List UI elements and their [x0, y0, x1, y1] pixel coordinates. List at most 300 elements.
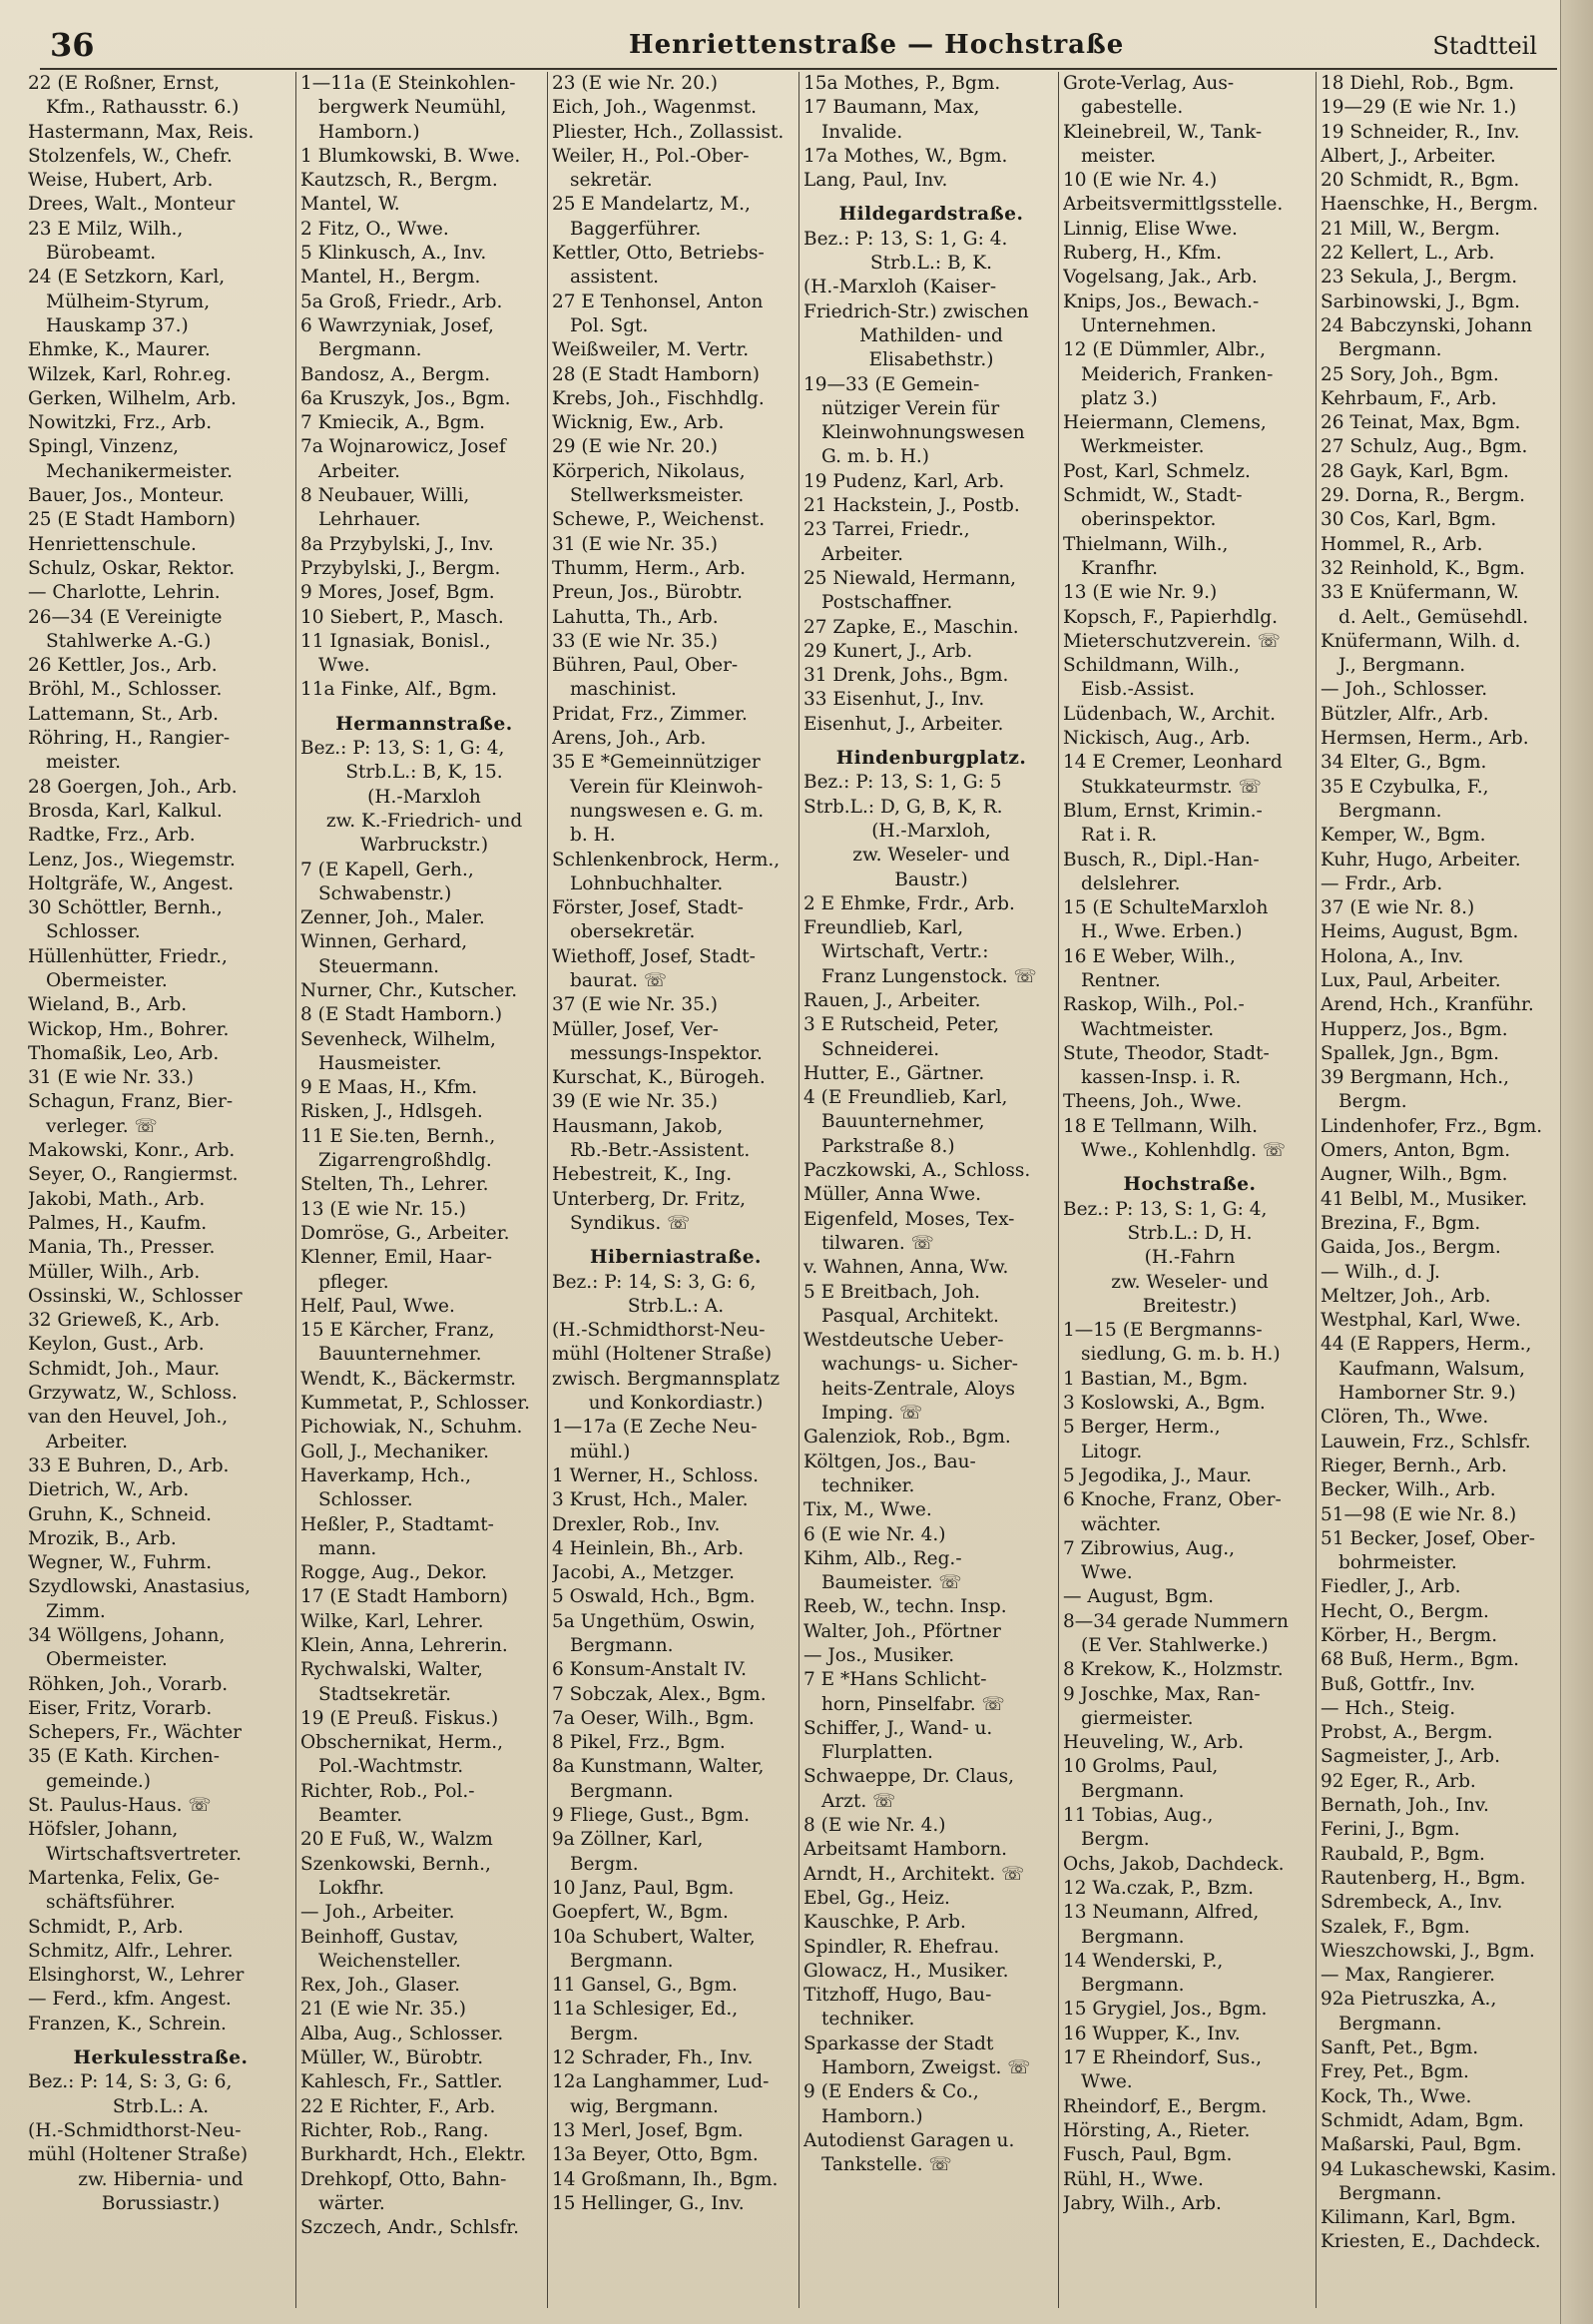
directory-line: Stahlwerke A.-G.): [46, 630, 212, 652]
directory-line: Wwe.: [1081, 2071, 1133, 2093]
directory-line: 35 (E Kath. Kirchen-: [28, 1746, 220, 1768]
directory-line: Westdeutsche Ueber-: [803, 1330, 1004, 1352]
directory-line: 19 Pudenz, Karl, Arb.: [803, 470, 1005, 492]
directory-line: Hamborn.): [821, 2105, 923, 2127]
directory-line: Holtgräfe, W., Angest.: [28, 872, 235, 894]
directory-line: Sanft, Pet., Bgm.: [1321, 2037, 1479, 2059]
directory-line: Mieterschutzverein. ☏: [1063, 630, 1281, 652]
directory-line: 18 Diehl, Rob., Bgm.: [1321, 73, 1515, 94]
directory-line: 14 Großmann, Ih., Bgm.: [552, 2168, 779, 2190]
column-6: [1316, 72, 1556, 2308]
directory-line: 28 (E Stadt Hamborn): [552, 363, 760, 385]
directory-line: Raubald, P., Bgm.: [1321, 1843, 1485, 1865]
directory-line: 29. Dorna, R., Bergm.: [1321, 485, 1526, 507]
directory-line: gemeinde.): [46, 1770, 152, 1792]
directory-line: 22 (E Roßner, Ernst,: [28, 73, 220, 94]
directory-line: Stellwerksmeister.: [570, 485, 745, 507]
directory-line: Kahlesch, Fr., Sattler.: [300, 2071, 503, 2093]
directory-line: Schildmann, Wilh.,: [1063, 655, 1240, 677]
directory-line: 17 (E Stadt Hamborn): [300, 1586, 508, 1608]
directory-line: 3 Koslowski, A., Bgm.: [1063, 1393, 1266, 1415]
directory-line: zw. Hibernia- und: [78, 2168, 244, 2190]
directory-line: 8 Neubauer, Willi,: [300, 485, 470, 507]
directory-line: Bergmann.: [570, 1780, 674, 1802]
directory-line: Wieszchowski, J., Bgm.: [1321, 1940, 1535, 1962]
directory-line: Bergmann.: [1081, 1780, 1185, 1802]
directory-line: 17 E Rheindorf, Sus.,: [1063, 2047, 1263, 2069]
directory-line: Lahutta, Th., Arb.: [552, 606, 719, 628]
directory-line: 25 (E Stadt Hamborn): [28, 509, 236, 531]
directory-line: Weichensteller.: [318, 1950, 461, 1972]
directory-line: messungs-Inspektor.: [570, 1042, 763, 1064]
directory-line: Krebs, Joh., Fischhdlg.: [552, 387, 765, 409]
directory-line: Szydlowski, Anastasius,: [28, 1576, 251, 1598]
directory-line: Helf, Paul, Wwe.: [300, 1295, 455, 1317]
directory-line: Strb.L.: A.: [627, 1295, 725, 1317]
directory-line: — Joh., Schlosser.: [1321, 679, 1488, 701]
directory-line: Wirtschaftsvertreter.: [46, 1843, 243, 1865]
directory-line: Warbruckstr.): [359, 835, 489, 857]
directory-line: Kemper, W., Bgm.: [1321, 825, 1486, 847]
directory-line: Schmidt, Joh., Maur.: [28, 1358, 221, 1380]
directory-line: 15 Hellinger, G., Inv.: [552, 2192, 745, 2214]
directory-line: Radtke, Frz., Arb.: [28, 825, 196, 847]
directory-line: 5a Groß, Friedr., Arb.: [300, 290, 503, 312]
directory-line: 12a Langhammer, Lud-: [552, 2071, 770, 2093]
directory-line: Eigenfeld, Moses, Tex-: [803, 1208, 1015, 1230]
directory-line: Bergmann.: [318, 339, 422, 361]
directory-line: Hüllenhütter, Friedr.,: [28, 945, 228, 967]
directory-line: Arbeiter.: [318, 460, 400, 482]
directory-line: Wegner, W., Fuhrm.: [28, 1552, 213, 1574]
directory-line: Dietrich, W., Arb.: [28, 1479, 190, 1501]
directory-line: 24 Babczynski, Johann: [1321, 314, 1533, 336]
directory-line: Borussiastr.): [101, 2192, 221, 2214]
directory-line: Kurschat, K., Bürogeh.: [552, 1067, 766, 1089]
directory-line: Jakobi, Math., Arb.: [28, 1188, 206, 1210]
directory-line: Hausmann, Jakob,: [552, 1115, 724, 1137]
directory-line: 32 Reinhold, K., Bgm.: [1321, 557, 1526, 579]
directory-line: Heiermann, Clemens,: [1063, 412, 1267, 434]
directory-line: 19—33 (E Gemein-: [803, 373, 980, 395]
directory-line: Wwe.: [1081, 1562, 1133, 1584]
directory-line: Lenz, Jos., Wiegemstr.: [28, 849, 236, 871]
directory-line: Litogr.: [1081, 1441, 1143, 1462]
directory-line: Tankstelle. ☏: [821, 2154, 952, 2176]
directory-line: Palmes, H., Kaufm.: [28, 1212, 208, 1234]
directory-line: 11a Schlesiger, Ed.,: [552, 1999, 739, 2021]
directory-line: Bergmann.: [570, 1635, 674, 1656]
directory-line: Rautenberg, H., Bgm.: [1321, 1867, 1526, 1889]
directory-line: Rychwalski, Walter,: [300, 1659, 483, 1681]
directory-line: Kfm., Rathausstr. 6.): [46, 97, 240, 119]
directory-line: Schepers, Fr., Wächter: [28, 1722, 243, 1744]
column-4: [798, 72, 1059, 2308]
directory-line: Gaida, Jos., Bergm.: [1321, 1237, 1501, 1259]
directory-line: 1 Bastian, M., Bgm.: [1063, 1368, 1249, 1390]
directory-line: Höfsler, Johann,: [28, 1819, 179, 1841]
directory-line: Schmitz, Alfr., Lehrer.: [28, 1940, 234, 1962]
directory-line: Zimm.: [46, 1600, 106, 1622]
directory-line: Rheindorf, E., Bergm.: [1063, 2095, 1268, 2117]
directory-line: 7 Kmiecik, A., Bgm.: [300, 412, 485, 434]
directory-line: Elsinghorst, W., Lehrer: [28, 1965, 245, 1987]
directory-line: Hommel, R., Arb.: [1321, 533, 1483, 555]
directory-line: Hamborn, Zweigst. ☏: [821, 2057, 1031, 2079]
directory-line: Bergmann.: [1338, 800, 1442, 822]
directory-line: Mania, Th., Presser.: [28, 1237, 216, 1259]
directory-line: 5 E Breitbach, Joh.: [803, 1281, 981, 1303]
directory-line: Alba, Aug., Schlosser.: [300, 2023, 504, 2044]
directory-line: Lang, Paul, Inv.: [803, 170, 948, 192]
directory-line: 39 Bergmann, Hch.,: [1321, 1067, 1509, 1089]
directory-line: Bez.: P: 13, S: 1, G: 4.: [803, 228, 1008, 250]
directory-line: Bez.: P: 13, S: 1, G: 5: [803, 772, 1002, 794]
directory-line: Strb.L.: D, G, B, K, R.: [803, 796, 1003, 818]
directory-line: Kriesten, E., Dachdeck.: [1321, 2231, 1541, 2253]
directory-line: Burkhardt, Hch., Elektr.: [300, 2144, 527, 2166]
directory-line: 6 (E wie Nr. 4.): [803, 1523, 946, 1545]
directory-line: Spindler, R. Ehefrau.: [803, 1936, 1000, 1958]
directory-line: 1—17a (E Zeche Neu-: [552, 1417, 758, 1439]
directory-line: 94 Lukaschewski, Kasim.: [1321, 2158, 1556, 2180]
directory-line: Bauer, Jos., Monteur.: [28, 485, 225, 507]
directory-line: 33 Eisenhut, J., Inv.: [803, 689, 985, 711]
directory-line: pfleger.: [318, 1271, 389, 1293]
directory-line: tilwaren. ☏: [821, 1232, 934, 1254]
directory-line: 5 Berger, Herm.,: [1063, 1417, 1221, 1439]
directory-line: Arbeitsamt Hamborn.: [803, 1839, 1008, 1861]
directory-line: 8a Przybylski, J., Inv.: [300, 533, 494, 555]
directory-line: Wirtschaft, Vertr.:: [821, 941, 989, 963]
column-1: [28, 72, 293, 2308]
directory-line: Gruhn, K., Schneid.: [28, 1503, 213, 1525]
directory-line: Weise, Hubert, Arb.: [28, 170, 214, 192]
directory-line: meister.: [1081, 145, 1156, 167]
directory-line: Kehrbaum, F., Arb.: [1321, 387, 1497, 409]
directory-line: 27 Zapke, E., Maschin.: [803, 616, 1019, 638]
directory-line: Förster, Josef, Stadt-: [552, 897, 744, 919]
directory-line: 2 Fitz, O., Wwe.: [300, 218, 449, 240]
directory-line: Schmidt, P., Arb.: [28, 1916, 184, 1938]
directory-line: Mrozik, B., Arb.: [28, 1527, 177, 1549]
directory-line: 10a Schubert, Walter,: [552, 1926, 756, 1948]
directory-line: Pasqual, Architekt.: [821, 1305, 999, 1327]
directory-line: Frey, Pet., Bgm.: [1321, 2061, 1469, 2083]
directory-line: Kuhr, Hugo, Arbeiter.: [1321, 849, 1521, 871]
directory-line: Wendt, K., Bäckermstr.: [300, 1368, 517, 1390]
directory-line: Vogelsang, Jak., Arb.: [1063, 267, 1258, 289]
directory-line: 19 Schneider, R., Inv.: [1321, 121, 1520, 143]
directory-line: Kleinebreil, W., Tank-: [1063, 121, 1263, 143]
directory-line: Bergm.: [1081, 1829, 1150, 1851]
directory-line: 5 Klinkusch, A., Inv.: [300, 243, 487, 265]
directory-line: Strb.L.: B, K, 15.: [345, 762, 503, 784]
column-5: [1058, 72, 1317, 2308]
directory-line: 25 E Mandelartz, M.,: [552, 194, 751, 216]
directory-line: Wiethoff, Josef, Stadt-: [552, 945, 756, 967]
directory-line: 31 (E wie Nr. 35.): [552, 533, 719, 555]
directory-line: Paczkowski, A., Schloss.: [803, 1160, 1031, 1182]
directory-line: van den Heuvel, Joh.,: [28, 1407, 229, 1429]
directory-line: 23 Sekula, J., Bergm.: [1321, 267, 1518, 289]
directory-line: Hausmeister.: [318, 1052, 442, 1074]
directory-line: 19 (E Preuß. Fiskus.): [300, 1707, 499, 1729]
directory-line: Stute, Theodor, Stadt-: [1063, 1042, 1270, 1064]
directory-line: Schneiderei.: [821, 1038, 940, 1060]
directory-line: Kummetat, P., Schlosser.: [300, 1393, 530, 1415]
directory-line: Zenner, Joh., Maler.: [300, 907, 485, 929]
directory-line: Eiser, Fritz, Vorarb.: [28, 1697, 213, 1719]
directory-line: Bergmann.: [570, 1950, 674, 1972]
directory-line: Müller, Wilh., Arb.: [28, 1261, 201, 1283]
directory-line: Maßarski, Paul, Bgm.: [1321, 2134, 1522, 2156]
directory-line: Bandosz, A., Bergm.: [300, 363, 491, 385]
directory-line: Schmidt, W., Stadt-: [1063, 485, 1243, 507]
directory-line: Lehrhauer.: [318, 509, 421, 531]
directory-line: Rb.-Betr.-Assistent.: [570, 1140, 751, 1162]
directory-line: Nickisch, Aug., Arb.: [1063, 728, 1251, 750]
directory-line: Bröhl, M., Schlosser.: [28, 679, 223, 701]
directory-line: Rex, Joh., Glaser.: [300, 1975, 461, 1997]
directory-line: 13a Beyer, Otto, Bgm.: [552, 2144, 759, 2166]
directory-line: Schulz, Oskar, Rektor.: [28, 557, 236, 579]
directory-line: 37 (E wie Nr. 35.): [552, 994, 719, 1016]
directory-line: 3 E Rutscheid, Peter,: [803, 1014, 1000, 1036]
directory-line: 6 Knoche, Franz, Ober-: [1063, 1489, 1282, 1511]
directory-line: Thumm, Herm., Arb.: [552, 557, 747, 579]
directory-line: Franzen, K., Schrein.: [28, 2013, 227, 2034]
directory-line: Rat i. R.: [1081, 825, 1158, 847]
directory-line: 7 (E Kapell, Gerh.,: [300, 859, 474, 880]
directory-line: Hamborner Str. 9.): [1338, 1383, 1516, 1405]
directory-line: Winnen, Gerhard,: [300, 931, 468, 953]
directory-line: kassen-Insp. i. R.: [1081, 1067, 1242, 1089]
directory-line: Hebestreit, K., Ing.: [552, 1164, 733, 1186]
directory-line: Grzywatz, W., Schloss.: [28, 1383, 238, 1405]
directory-line: 6 Konsum-Anstalt IV.: [552, 1659, 748, 1681]
directory-line: (E Ver. Stahlwerke.): [1081, 1635, 1269, 1656]
directory-line: mühl (Holtener Straße): [28, 2144, 249, 2166]
directory-line: heits-Zentrale, Aloys: [821, 1378, 1015, 1400]
directory-line: Schwaeppe, Dr. Claus,: [803, 1766, 1014, 1788]
directory-line: Thielmann, Wilh.,: [1063, 533, 1229, 555]
directory-line: Clören, Th., Wwe.: [1321, 1407, 1489, 1429]
directory-line: 26—34 (E Vereinigte: [28, 606, 223, 628]
directory-line: mühl.): [570, 1441, 631, 1462]
directory-line: — Frdr., Arb.: [1321, 872, 1443, 894]
directory-line: Parkstraße 8.): [821, 1135, 955, 1157]
directory-line: Heßler, P., Stadtamt-: [300, 1513, 494, 1535]
directory-line: Bez.: P: 13, S: 1, G: 4,: [300, 738, 505, 760]
directory-line: Mathilden- und: [859, 324, 1003, 346]
directory-line: wächter.: [1081, 1513, 1162, 1535]
directory-line: Wicknig, Ew., Arb.: [552, 412, 725, 434]
directory-line: 28 Goergen, Joh., Arb.: [28, 776, 238, 798]
directory-line: Mantel, H., Bergm.: [300, 267, 481, 289]
directory-line: verleger. ☏: [46, 1115, 158, 1137]
directory-line: horn, Pinselfabr. ☏: [821, 1693, 1005, 1715]
directory-line: (H.-Marxloh,: [871, 820, 991, 842]
directory-line: Goll, J., Mechaniker.: [300, 1441, 490, 1462]
directory-line: Bürobeamt.: [46, 243, 157, 265]
directory-line: 9 E Maas, H., Kfm.: [300, 1077, 478, 1099]
directory-line: Linnig, Elise Wwe.: [1063, 218, 1238, 240]
directory-line: Schlosser.: [318, 1489, 413, 1511]
directory-line: Drees, Walt., Monteur: [28, 194, 236, 216]
directory-line: Richter, Rob., Pol.-: [300, 1780, 475, 1802]
directory-line: Galenziok, Rob., Bgm.: [803, 1427, 1011, 1449]
directory-line: Sevenheck, Wilhelm,: [300, 1028, 496, 1050]
directory-line: G. m. b. H.): [821, 446, 930, 468]
page-header: [40, 22, 1557, 70]
directory-line: 34 Elter, G., Bgm.: [1321, 752, 1487, 774]
directory-line: 11a Finke, Alf., Bgm.: [300, 679, 498, 701]
directory-line: 11 Ignasiak, Bonisl.,: [300, 630, 491, 652]
directory-line: Kopsch, F., Papierhdlg.: [1063, 606, 1279, 628]
directory-line: 22 Kellert, L., Arb.: [1321, 243, 1495, 265]
directory-line: 4 (E Freundlieb, Karl,: [803, 1087, 1008, 1109]
directory-line: und Konkordiastr.): [588, 1393, 764, 1415]
directory-line: Kock, Th., Wwe.: [1321, 2085, 1472, 2107]
directory-line: Westphal, Karl, Wwe.: [1321, 1310, 1521, 1332]
directory-line: zwisch. Bergmannsplatz: [552, 1368, 781, 1390]
directory-line: 32 Grieweß, K., Arb.: [28, 1310, 221, 1332]
directory-line: Kilimann, Karl, Bgm.: [1321, 2207, 1516, 2229]
directory-line: Ochs, Jakob, Dachdeck.: [1063, 1853, 1285, 1875]
directory-line: Lindenhofer, Frz., Bgm.: [1321, 1115, 1543, 1137]
directory-line: 13 (E wie Nr. 15.): [300, 1198, 467, 1220]
directory-line: Pol.-Wachtmstr.: [318, 1756, 464, 1778]
directory-line: zw. K.-Friedrich- und: [325, 810, 523, 832]
directory-line: Zigarrengroßhdlg.: [318, 1150, 492, 1172]
directory-line: Invalide.: [821, 121, 903, 143]
directory-line: 33 E Buhren, D., Arb.: [28, 1454, 230, 1476]
directory-line: J., Bergmann.: [1338, 655, 1466, 677]
directory-line: nungswesen e. G. m.: [570, 800, 765, 822]
directory-line: 31 (E wie Nr. 33.): [28, 1067, 195, 1089]
directory-line: 28 Gayk, Karl, Bgm.: [1321, 460, 1509, 482]
directory-line: 10 Siebert, P., Masch.: [300, 606, 504, 628]
running-title: Henriettenstraße — Hochstraße: [629, 30, 1125, 60]
directory-line: Strb.L.: B, K.: [869, 253, 992, 275]
directory-line: Drehkopf, Otto, Bahn-: [300, 2168, 507, 2190]
directory-line: Schlosser.: [46, 921, 141, 943]
directory-line: Fusch, Paul, Bgm.: [1063, 2144, 1233, 2166]
directory-line: Raskop, Wilh., Pol.-: [1063, 994, 1245, 1016]
directory-line: Friedrich-Str.) zwischen: [803, 300, 1029, 322]
directory-line: 33 E Knüfermann, W.: [1321, 582, 1519, 604]
directory-line: Müller, Josef, Ver-: [552, 1018, 719, 1040]
directory-line: 25 Sory, Joh., Bgm.: [1321, 363, 1499, 385]
directory-line: v. Wahnen, Anna, Ww.: [803, 1257, 1009, 1279]
directory-line: Spallek, Jgn., Bgm.: [1321, 1042, 1499, 1064]
directory-line: 10 Janz, Paul, Bgm.: [552, 1877, 735, 1899]
directory-line: Probst, A., Bergm.: [1321, 1722, 1493, 1744]
directory-line: Baustr.): [894, 869, 968, 890]
directory-line: Wwe., Kohlenhdlg. ☏: [1081, 1140, 1287, 1162]
directory-line: Richter, Rob., Rang.: [300, 2119, 489, 2141]
directory-line: Knüfermann, Wilh. d.: [1321, 630, 1521, 652]
directory-line: 7a Oeser, Wilh., Bgm.: [552, 1707, 755, 1729]
directory-line: Holona, A., Inv.: [1321, 945, 1464, 967]
directory-line: 51—98 (E wie Nr. 8.): [1321, 1503, 1517, 1525]
directory-line: Kettler, Otto, Betriebs-: [552, 243, 765, 265]
directory-line: siedlung, G. m. b. H.): [1081, 1344, 1281, 1366]
directory-line: 8a Kunstmann, Walter,: [552, 1756, 765, 1778]
directory-line: Steuermann.: [318, 955, 440, 977]
directory-line: Weißweiler, M. Vertr.: [552, 339, 750, 361]
directory-line: Schiffer, J., Wand- u.: [803, 1717, 993, 1739]
directory-line: Bergmann.: [1338, 2013, 1442, 2034]
directory-line: Unterberg, Dr. Fritz,: [552, 1188, 747, 1210]
directory-line: Stolzenfels, W., Chefr.: [28, 145, 233, 167]
directory-line: 5 Jegodika, J., Maur.: [1063, 1464, 1252, 1486]
directory-line: Ferini, J., Bgm.: [1321, 1819, 1460, 1841]
directory-line: 3 Krust, Hch., Maler.: [552, 1489, 749, 1511]
directory-line: Brosda, Karl, Kalkul.: [28, 800, 223, 822]
directory-line: Fiedler, J., Arb.: [1321, 1576, 1461, 1598]
directory-line: Unternehmen.: [1081, 314, 1217, 336]
directory-line: Heims, August, Bgm.: [1321, 921, 1519, 943]
directory-line: 26 Kettler, Jos., Arb.: [28, 655, 218, 677]
directory-line: zw. Weseler- und: [1111, 1271, 1269, 1293]
directory-line: 15 E Kärcher, Franz,: [300, 1320, 495, 1342]
directory-line: Lüdenbach, W., Archit.: [1063, 703, 1276, 725]
directory-line: Kranfhr.: [1081, 557, 1159, 579]
directory-line: Freundlieb, Karl,: [803, 917, 964, 939]
directory-line: 7 Sobczak, Alex., Bgm.: [552, 1683, 767, 1705]
column-3: [547, 72, 799, 2308]
directory-line: Jabry, Wilh., Arb.: [1063, 2192, 1222, 2214]
directory-line: — Joh., Arbeiter.: [300, 1902, 455, 1924]
directory-line: Blum, Ernst, Krimin.-: [1063, 800, 1263, 822]
directory-line: Preun, Jos., Bürobtr.: [552, 582, 743, 604]
directory-line: Buß, Gottfr., Inv.: [1321, 1673, 1476, 1695]
directory-line: Rauen, J., Arbeiter.: [803, 989, 981, 1011]
directory-line: 27 Schulz, Aug., Bgm.: [1321, 436, 1528, 458]
directory-line: Müller, Anna Wwe.: [803, 1184, 981, 1206]
directory-line: St. Paulus-Haus. ☏: [28, 1795, 212, 1817]
directory-line: 21 (E wie Nr. 35.): [300, 1999, 467, 2021]
directory-line: 19—29 (E wie Nr. 1.): [1321, 97, 1517, 119]
directory-line: bergwerk Neumühl,: [318, 97, 507, 119]
directory-line: Werkmeister.: [1081, 436, 1205, 458]
directory-line: Költgen, Jos., Bau-: [803, 1451, 976, 1472]
directory-line: maschinist.: [570, 679, 677, 701]
directory-line: Sagmeister, J., Arb.: [1321, 1746, 1500, 1768]
directory-line: Pliester, Hch., Zollassist.: [552, 121, 785, 143]
street-heading: Herkulesstraße.: [73, 2047, 249, 2069]
directory-line: Wachtmeister.: [1081, 1018, 1215, 1040]
directory-line: Tix, M., Wwe.: [803, 1499, 932, 1521]
directory-line: Bützler, Alfr., Arb.: [1321, 703, 1489, 725]
directory-line: Hermsen, Herm., Arb.: [1321, 728, 1529, 750]
directory-line: Arbeitsvermittlgsstelle.: [1063, 194, 1284, 216]
directory-line: Busch, R., Dipl.-Han-: [1063, 849, 1260, 871]
directory-line: 23 (E wie Nr. 20.): [552, 73, 719, 94]
directory-line: Ebel, Gg., Heiz.: [803, 1887, 950, 1909]
directory-line: schäftsführer.: [46, 1892, 176, 1914]
directory-line: Kleinwohnungswesen: [821, 422, 1025, 444]
directory-line: Albert, J., Arbeiter.: [1321, 145, 1496, 167]
directory-line: 1 Blumkowski, B. Wwe.: [300, 145, 521, 167]
directory-line: Risken, J., Hdlsgeh.: [300, 1101, 483, 1123]
directory-line: 14 E Cremer, Leonhard: [1063, 752, 1283, 774]
directory-line: 11 Gansel, G., Bgm.: [552, 1975, 738, 1997]
directory-line: Szczech, Andr., Schlsfr.: [300, 2217, 519, 2239]
directory-line: Eisenhut, J., Arbeiter.: [803, 713, 1004, 735]
